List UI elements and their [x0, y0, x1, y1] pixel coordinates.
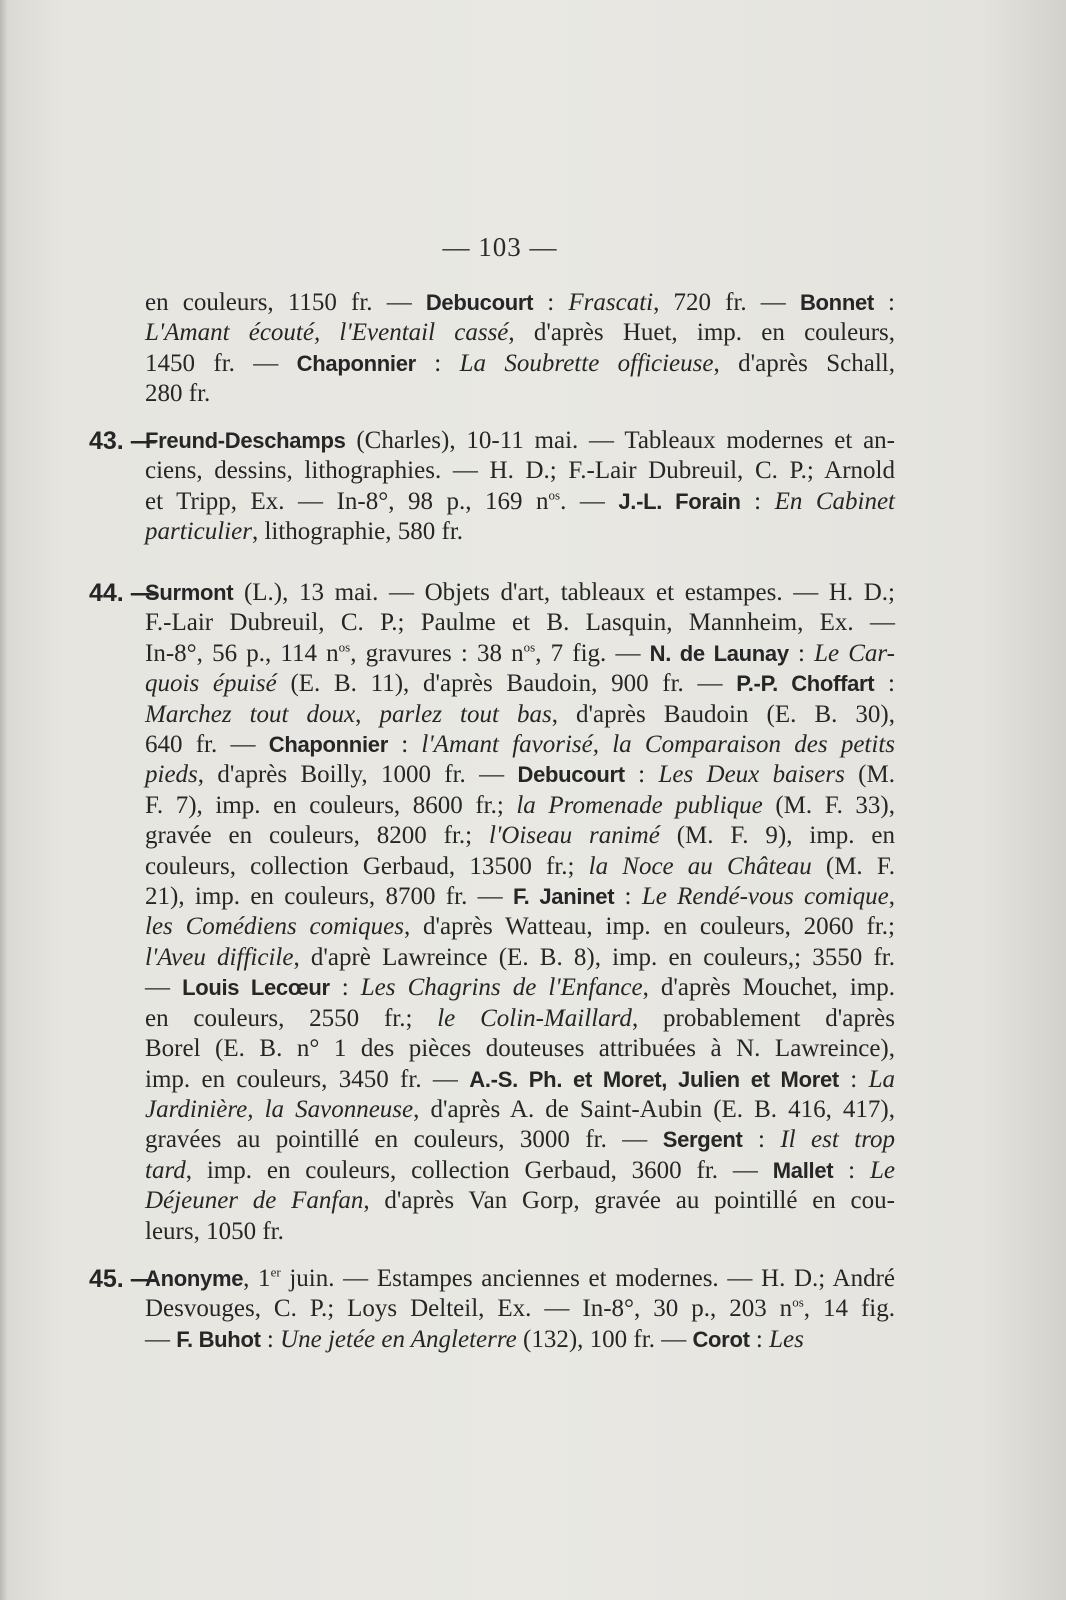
text-line: Anonyme, 1er juin. — Estampes anciennes et modernes. — H. D.; André	[145, 1264, 895, 1292]
artwork-title: pieds	[145, 761, 198, 789]
artwork-title: Frascati	[568, 289, 654, 316]
text-line: F. 7), imp. en couleurs, 8600 fr.; la Promenade publique (M. F. 33),	[145, 791, 895, 819]
artist-name: Corot	[692, 1326, 750, 1352]
text-line: Freund-Deschamps (Charles), 10-11 mai. — Tableaux modernes et an-	[145, 427, 895, 454]
text-line: Desvouges, C. P.; Loys Delteil, Ex. — In-8°, 30 p., 203 $n^{os}$, 14 fig.	[145, 1295, 895, 1323]
text-line: les Comédiens comiques, d'après Watteau, imp. en couleurs, 2060 fr.;	[145, 913, 895, 941]
artist-name: Bonnet	[799, 290, 874, 315]
artist-name: Surmont	[145, 580, 234, 605]
text-line: gravées au pointillé en couleurs, 3000 fr. — Sergent : Il est trop	[145, 1126, 895, 1154]
artist-name: Chaponnier	[268, 732, 388, 758]
artist-name: Debucourt	[517, 762, 625, 788]
artist-name: Chaponnier	[296, 350, 416, 376]
artwork-title: L'Amant écouté, l'Eventail cassé	[145, 319, 509, 347]
artist-name: N. de Launay	[649, 640, 789, 666]
artwork-title: particulier	[145, 518, 252, 546]
text-line: — F. Buhot : Une jetée en Angleterre (132), 100 fr. — Corot : Les	[145, 1325, 804, 1353]
text-line: couleurs, collection Gerbaud, 13500 fr.; la Noce au Château (M. F.	[145, 852, 895, 880]
entry-number: 44. —	[89, 579, 156, 607]
text-line: Surmont (L.), 13 mai. — Objets d'art, tableaux et estampes. — H. D.;	[145, 579, 895, 606]
artwork-title: quois épuisé	[145, 670, 277, 698]
entry-number: 45. —	[89, 1265, 156, 1293]
artwork-title: Les	[769, 1325, 804, 1353]
text-line: quois épuisé (E. B. 11), d'après Baudoin, 900 fr. — P.-P. Choffart :	[145, 670, 895, 698]
artwork-title: l'Amant favorisé, la Comparaison des petits	[421, 731, 895, 759]
artist-name: Freund-Deschamps	[145, 428, 346, 453]
artwork-title: Le	[869, 1156, 895, 1184]
text-line: gravée en couleurs, 8200 fr.; l'Oiseau ranimé (M. F. 9), imp. en	[145, 822, 895, 850]
text-line: L'Amant écouté, l'Eventail cassé, d'après Huet, imp. en couleurs,	[145, 319, 896, 347]
text-line: In-8°, 56 p., 114 $n^{os}$, gravures : 38 $n^{os}$, 7 fig. — N. de Launay : Le Car-	[145, 639, 895, 667]
artist-name: A.-S. Ph. et Moret, Julien et Moret	[469, 1066, 839, 1092]
entry-number: 43. —	[89, 427, 156, 455]
artist-name: Debucourt	[425, 290, 534, 315]
artwork-title: la Noce au Château	[588, 852, 812, 880]
artist-name: J.-L. Forain	[618, 488, 741, 514]
text-line: 21), imp. en couleurs, 8700 fr. — F. Janinet : Le Rendé-vous comique,	[145, 883, 896, 911]
artwork-title: La	[868, 1065, 895, 1093]
artwork-title: Une jetée en Angleterre	[280, 1325, 517, 1353]
entry-44	[89, 578, 896, 1247]
artwork-title: Jardinière, la Savonneuse	[145, 1095, 414, 1123]
text-line: l'Aveu difficile, d'aprè Lawreince (E. B. 8), imp. en couleurs,; 3550 fr.	[145, 943, 896, 971]
text-line: — Louis Lecœur : Les Chagrins de l'Enfance, d'après Mouchet, imp.	[145, 974, 895, 1002]
artwork-title: En Cabinet	[774, 487, 896, 515]
artist-name: Louis Lecœur	[182, 975, 330, 1001]
entry-continuation	[145, 288, 895, 410]
text-line: 280 fr.	[145, 380, 211, 408]
entry-45	[89, 1264, 895, 1355]
text-line: 640 fr. — Chaponnier : l'Amant favorisé, la Comparaison des petits	[145, 731, 895, 759]
text-line: Borel (E. B. n° 1 des pièces douteuses attribuées à N. Lawreince),	[145, 1035, 895, 1063]
artist-name: Anonyme	[145, 1266, 244, 1291]
text-line: ciens, dessins, lithographies. — H. D.; F.-Lair Dubreuil, C. P.; Arnold	[145, 457, 895, 485]
artwork-title: Déjeuner de Fanfan	[145, 1187, 364, 1215]
artwork-title: Il est trop	[780, 1126, 895, 1154]
text-line: Déjeuner de Fanfan, d'après Van Gorp, gravée au pointillé en cou-	[145, 1187, 895, 1215]
artwork-title: Le Car-	[814, 639, 895, 667]
artwork-title: La Soubrette officieuse	[459, 349, 714, 377]
artist-name: F. Buhot	[176, 1326, 261, 1352]
text-line: pieds, d'après Boilly, 1000 fr. — Debucourt : Les Deux baisers (M.	[145, 761, 895, 789]
artwork-title: parlez tout bas	[379, 700, 552, 728]
text-line: en couleurs, 1150 fr. — Debucourt : Frascati, 720 fr. — Bonnet :	[145, 289, 896, 316]
text-line: F.-Lair Dubreuil, C. P.; Paulme et B. Lasquin, Mannheim, Ex. —	[145, 609, 895, 637]
artwork-title: les Comédiens comiques	[145, 913, 404, 941]
artwork-title: Les Deux baisers	[658, 761, 845, 789]
artwork-title: Le Rendé-vous comique	[641, 883, 889, 911]
text-line: particulier, lithographie, 580 fr.	[145, 518, 464, 546]
text-line: 1450 fr. — Chaponnier : La Soubrette officieuse, d'après Schall,	[145, 349, 895, 377]
artwork-title: le Colin-Maillard	[437, 1004, 632, 1032]
text-line: leurs, 1050 fr.	[145, 1217, 284, 1245]
artwork-title: Les Chagrins de l'Enfance	[360, 974, 643, 1002]
artwork-title: l'Oiseau ranimé	[489, 822, 660, 850]
artist-name: Sergent	[662, 1127, 743, 1153]
text-line: en couleurs, 2550 fr.; le Colin-Maillard, probablement d'après	[145, 1004, 895, 1032]
page-number: — 103 —	[442, 232, 558, 262]
text-line: et Tripp, Ex. — In-8°, 98 p., 169 $n^{os}$. — J.-L. Forain : En Cabinet	[145, 487, 896, 515]
artist-name: F. Janinet	[512, 884, 615, 910]
artist-name: Mallet	[772, 1157, 834, 1183]
text-line: imp. en couleurs, 3450 fr. — A.-S. Ph. et Moret, Julien et Moret : La	[145, 1065, 895, 1093]
artwork-title: tard	[145, 1156, 186, 1184]
text-line: Marchez tout doux, parlez tout bas, d'après Baudoin (E. B. 30),	[145, 700, 896, 728]
entry-43	[89, 426, 896, 548]
artwork-title: l'Aveu difficile	[145, 943, 294, 971]
text-line: Jardinière, la Savonneuse, d'après A. de Saint-Aubin (E. B. 416, 417),	[145, 1095, 896, 1123]
artwork-title: la Promenade publique	[516, 791, 763, 819]
artwork-title: Marchez tout doux	[145, 700, 356, 728]
text-line: tard, imp. en couleurs, collection Gerbaud, 3600 fr. — Mallet : Le	[145, 1156, 895, 1184]
artist-name: P.-P. Choffart	[736, 671, 875, 697]
